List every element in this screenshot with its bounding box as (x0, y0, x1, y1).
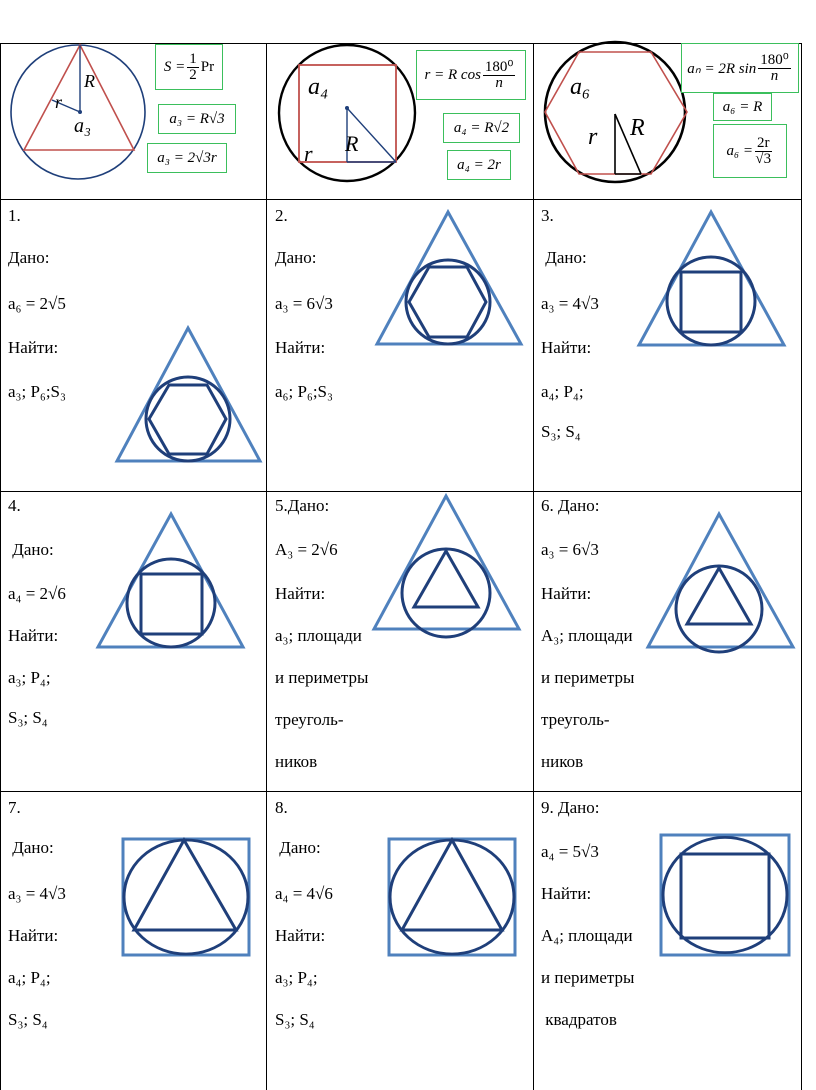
task-4-figure (95, 511, 247, 651)
task-number: 6. Дано: (541, 496, 600, 515)
fraction (187, 52, 199, 83)
task-number: 5.Дано: (275, 496, 330, 515)
task-2-figure (373, 209, 525, 349)
formula-area-box (155, 44, 223, 90)
inscribed-hexagon-diagram (541, 40, 691, 190)
task-line: a₃ = 4√3 (541, 294, 599, 313)
label-a6: a₆ (570, 74, 591, 100)
task-number: 7. (8, 798, 21, 817)
task-line: a₃ = 4√3 (8, 884, 66, 903)
inscribed-square-diagram (277, 43, 417, 183)
label-R: R (84, 71, 95, 91)
task-line: Дано: (8, 838, 54, 857)
formula-a4-R-box (443, 113, 520, 143)
task-line: a₄ = 4√6 (275, 884, 333, 903)
fraction-numerator: 1 (189, 50, 197, 67)
fraction-numerator: 2r (757, 134, 770, 151)
formula-text: a₄ = 2r (457, 156, 501, 173)
task-number: 9. Дано: (541, 798, 600, 817)
task-line: Дано: (275, 838, 321, 857)
task-line: S₃; S₄ (275, 1010, 315, 1029)
row-divider (0, 199, 802, 200)
task-line: Найти: (275, 926, 326, 945)
formula-text: a₄ = R√2 (453, 119, 510, 136)
task-line: Найти: (541, 338, 592, 357)
task-line: S₃; S₄ (541, 422, 581, 441)
label-r: r (588, 124, 598, 150)
row-divider (0, 491, 802, 492)
task-line: a₄ = 5√3 (541, 842, 599, 861)
task-line: Найти: (541, 584, 592, 603)
task-line: Дано: (8, 248, 50, 267)
fraction (483, 60, 516, 91)
formula-a3-R-box (158, 104, 236, 134)
task-line: Найти: (8, 926, 59, 945)
task-line: Дано: (275, 248, 317, 267)
task-line: ников (541, 752, 584, 771)
formula-a6-R-box (713, 93, 772, 121)
label-R: R (630, 115, 645, 141)
task-line: и периметры (541, 968, 635, 987)
task-number: 8. (275, 798, 288, 817)
task-line: Дано: (8, 540, 54, 559)
task-line: S₃; S₄ (8, 708, 48, 727)
formula-text: a₆ = R (722, 98, 763, 115)
formula-text: aₙ = 2R sin (687, 60, 757, 77)
formula-a3-r-box (147, 143, 227, 173)
task-3-figure (636, 209, 788, 349)
task-line: a₃ = 6√3 (541, 540, 599, 559)
task-line: a₄ = 2√6 (8, 584, 66, 603)
task-line: квадратов (541, 1010, 617, 1029)
task-line: Найти: (275, 338, 326, 357)
task-line: A₄; площади (541, 926, 633, 945)
label-r: r (55, 92, 63, 112)
task-9-figure (658, 832, 792, 958)
column-divider (533, 43, 534, 1090)
formula-an-box (681, 43, 799, 93)
task-8-figure (386, 836, 518, 958)
task-line: a₃ = 6√3 (275, 294, 333, 313)
task-line: a₃; P₄; (8, 668, 51, 687)
task-line: a₃; площади (275, 626, 362, 645)
label-r: r (304, 141, 313, 166)
task-line: a₆; P₆;S₃ (275, 382, 333, 401)
fraction-denominator: n (495, 74, 503, 91)
fraction-denominator: √3 (755, 150, 772, 167)
column-divider (266, 43, 267, 1090)
task-line: a₃; P₆;S₃ (8, 382, 66, 401)
task-line: ников (275, 752, 318, 771)
task-line: a₄; P₄; (541, 382, 584, 401)
task-6-figure (645, 511, 797, 651)
fraction (758, 53, 791, 84)
formula-a6-r-box (713, 124, 787, 178)
task-number: 2. (275, 206, 288, 225)
row-divider (0, 791, 802, 792)
label-R: R (345, 131, 359, 156)
task-line: Найти: (541, 884, 592, 903)
task-line: a₄; P₄; (8, 968, 51, 987)
task-line: Дано: (541, 248, 587, 267)
formula-text: a₆ = (726, 142, 754, 159)
task-7-figure (120, 836, 252, 958)
task-line: A₃ = 2√6 (275, 540, 338, 559)
table-border-left (0, 43, 1, 1090)
fraction (755, 136, 772, 167)
task-line: A₃; площади (541, 626, 633, 645)
label-a3: a₃ (74, 115, 91, 137)
task-line: Найти: (8, 338, 59, 357)
task-number: 3. (541, 206, 554, 225)
table-border-right (801, 43, 802, 1090)
task-number: 4. (8, 496, 21, 515)
fraction-numerator: 180⁰ (760, 51, 789, 68)
task-line: и периметры (541, 668, 635, 687)
task-line: треуголь- (275, 710, 344, 729)
formula-text: S = (163, 58, 186, 75)
formula-text: r = R cos (424, 66, 481, 83)
formula-r-box (416, 50, 526, 100)
task-1-figure (114, 325, 264, 465)
task-5-figure (371, 493, 523, 633)
formula-text: a₃ = R√3 (169, 110, 225, 127)
task-number: 1. (8, 206, 21, 225)
task-line: a₆ = 2√5 (8, 294, 66, 313)
task-line: Найти: (275, 584, 326, 603)
task-line: a₃; P₄; (275, 968, 318, 987)
fraction-denominator: n (770, 67, 779, 84)
formula-a4-r-box (447, 150, 511, 180)
task-line: S₃; S₄ (8, 1010, 48, 1029)
task-line: и периметры (275, 668, 369, 687)
formula-text: a₃ = 2√3r (157, 149, 217, 166)
task-line: треуголь- (541, 710, 610, 729)
fraction-numerator: 180⁰ (484, 58, 514, 75)
label-a4: a₄ (308, 74, 329, 100)
formula-text: Pr (200, 58, 215, 75)
task-line: Найти: (8, 626, 59, 645)
fraction-denominator: 2 (189, 66, 197, 83)
